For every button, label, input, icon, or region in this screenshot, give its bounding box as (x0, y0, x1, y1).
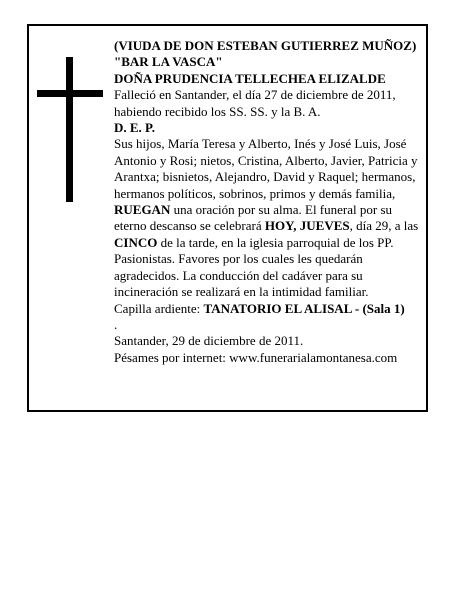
condolences-line: Pésames por internet: www.funerarialamontanesa.com (114, 349, 398, 365)
notice-text (114, 38, 424, 366)
ruegan-word: RUEGAN (114, 202, 171, 218)
chapel-label: Capilla ardiente: (114, 300, 204, 316)
request-paragraph (114, 202, 424, 300)
request-text-1: una oración por su alma. El funeral por su eterno descanso se celebrará (114, 202, 392, 234)
date-line: Santander, 29 de diciembre de 2011. (114, 333, 304, 349)
cross-vertical-bar (66, 57, 73, 202)
dep-line: D. E. P. (114, 120, 156, 136)
hoy-jueves: HOY, JUEVES (264, 218, 350, 234)
cross-icon (37, 57, 103, 202)
obituary-notice (27, 24, 428, 412)
chapel-trailing: . (114, 316, 118, 332)
request-text-2: , día 29, a las (349, 218, 419, 234)
family-list: Sus hijos, María Teresa y Alberto, Inés y José Luis, José Antonio y Rosi; nietos, Cristina, Alberto, Javier, Patricia y Arantxa; bisnietos, Alejandro, David y Raquel; hermanos, hermanos políticos, sobrinos, primos y demás familia, (114, 136, 418, 201)
cross-horizontal-bar (37, 90, 103, 97)
nickname-line: (VIUDA DE DON ESTEBAN GUTIERREZ MUÑOZ) "BAR LA VASCA" (114, 38, 417, 70)
death-info: Falleció en Santander, el día 27 de diciembre de 2011, habiendo recibido los SS. SS. y la B. A. (114, 87, 396, 119)
request-text-3: de la tarde, en la iglesia parroquial de los PP. Pasionistas. Favores por los cuales les quedarán agradecidos. La conducción del cadáver para su incineración se realizará en la intimidad familiar. (114, 234, 394, 300)
cinco-word: CINCO (114, 234, 158, 250)
deceased-name: DOÑA PRUDENCIA TELLECHEA ELIZALDE (114, 70, 386, 86)
chapel-name: TANATORIO EL ALISAL - (Sala 1) (203, 300, 405, 316)
chapel-line (114, 301, 424, 317)
